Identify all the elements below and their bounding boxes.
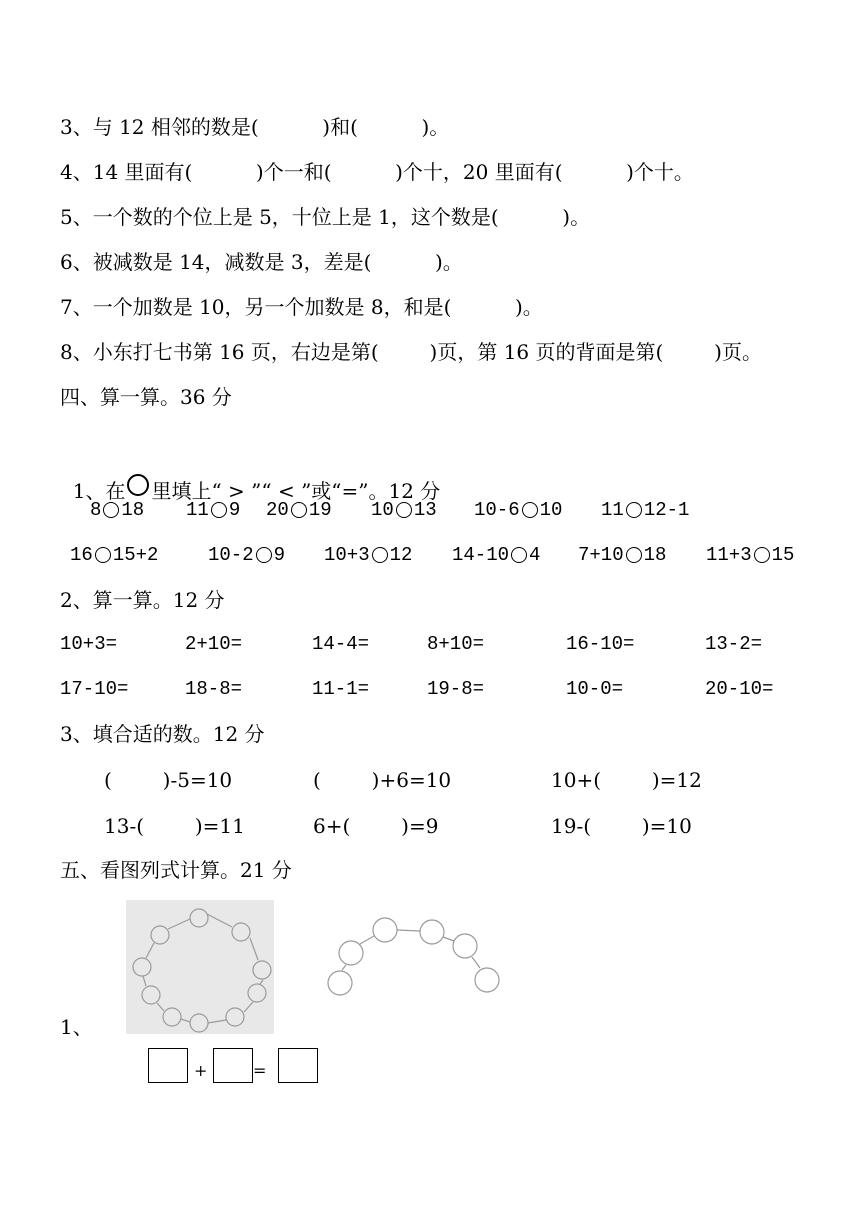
compare-right: 4 bbox=[529, 544, 541, 566]
calc-1-1: 10+3= bbox=[60, 633, 118, 655]
calc-1-2: 2+10= bbox=[185, 633, 243, 655]
fill-2-3: 19-( )=10 bbox=[551, 814, 692, 838]
compare-right: 13 bbox=[413, 499, 437, 521]
ring-of-circles-picture bbox=[126, 900, 274, 1034]
compare-circle-icon[interactable] bbox=[754, 547, 770, 563]
compare-right: 18 bbox=[643, 544, 667, 566]
compare-right: 15+2 bbox=[112, 544, 159, 566]
compare-left: 10-6 bbox=[474, 499, 520, 521]
arc-circle bbox=[328, 971, 352, 995]
fill-2-2: 6+( )=9 bbox=[313, 814, 439, 838]
fill-1-2: ( )+6=10 bbox=[313, 768, 452, 792]
item-5: 5、一个数的个位上是 5，十位上是 1，这个数是( )。 bbox=[60, 205, 591, 229]
compare-left: 8 bbox=[90, 499, 102, 521]
compare-circle-icon[interactable] bbox=[291, 502, 307, 518]
item-3: 3、与 12 相邻的数是( )和( )。 bbox=[60, 115, 450, 139]
compare-left: 10 bbox=[371, 499, 394, 521]
calc-2-4: 19-8= bbox=[427, 678, 485, 700]
compare-left: 7+10 bbox=[578, 544, 624, 566]
compare-circle-icon[interactable] bbox=[95, 547, 111, 563]
compare-item bbox=[474, 498, 562, 522]
compare-left: 20 bbox=[266, 499, 289, 521]
compare-circle-icon[interactable] bbox=[103, 502, 119, 518]
compare-item bbox=[371, 498, 437, 522]
compare-item bbox=[208, 543, 285, 567]
fill-1-3: 10+( )=12 bbox=[551, 768, 702, 792]
compare-left: 10-2 bbox=[208, 544, 254, 566]
answer-box-1[interactable] bbox=[148, 1048, 188, 1083]
arc-circle bbox=[475, 968, 499, 992]
compare-right: 9 bbox=[228, 499, 241, 521]
calc-1-3: 14-4= bbox=[312, 633, 370, 655]
calc-1-5: 16-10= bbox=[566, 633, 635, 655]
calc-2-6: 20-10= bbox=[705, 678, 774, 700]
compare-right: 19 bbox=[308, 499, 332, 521]
q2-title: 2、算一算。12 分 bbox=[60, 588, 225, 612]
q1-title bbox=[60, 450, 440, 503]
fill-1-1: ( )-5=10 bbox=[104, 768, 233, 792]
answer-box-3[interactable] bbox=[278, 1048, 318, 1083]
section-5-title: 五、看图列式计算。21 分 bbox=[60, 858, 292, 882]
arc-circle bbox=[339, 941, 363, 965]
compare-circle-icon[interactable] bbox=[396, 502, 412, 518]
compare-left: 14-10 bbox=[452, 544, 510, 566]
item-8: 8、小东打七书第 16 页，右边是第( )页，第 16 页的背面是第( )页。 bbox=[60, 340, 762, 364]
compare-right: 10 bbox=[539, 499, 563, 521]
compare-right: 12-1 bbox=[643, 499, 690, 521]
compare-right: 15 bbox=[771, 544, 795, 566]
compare-left: 16 bbox=[70, 544, 93, 566]
item-7: 7、一个加数是 10，另一个加数是 8，和是( )。 bbox=[60, 295, 543, 319]
q3-title: 3、填合适的数。12 分 bbox=[60, 722, 265, 746]
answer-box-2[interactable] bbox=[213, 1048, 253, 1083]
compare-right: 12 bbox=[389, 544, 413, 566]
compare-item bbox=[186, 498, 240, 522]
compare-item bbox=[70, 543, 158, 567]
q1-suffix: 里填上“ > ”“ < ”或“=”。12 分 bbox=[151, 479, 441, 503]
calc-2-5: 10-0= bbox=[566, 678, 624, 700]
compare-left: 11 bbox=[186, 499, 209, 521]
fill-2-1: 13-( )=11 bbox=[104, 814, 245, 838]
compare-circle-icon[interactable] bbox=[211, 502, 227, 518]
circle-icon bbox=[127, 474, 149, 496]
compare-circle-icon[interactable] bbox=[372, 547, 388, 563]
compare-left: 11+3 bbox=[706, 544, 752, 566]
q5-1-label: 1、 bbox=[60, 1015, 93, 1039]
calc-2-3: 11-1= bbox=[312, 678, 370, 700]
compare-circle-icon[interactable] bbox=[511, 547, 527, 563]
item-4: 4、14 里面有( )个一和( )个十，20 里面有( )个十。 bbox=[60, 160, 694, 184]
compare-circle-icon[interactable] bbox=[626, 547, 642, 563]
compare-item bbox=[706, 543, 794, 567]
calc-1-4: 8+10= bbox=[427, 633, 485, 655]
compare-circle-icon[interactable] bbox=[522, 502, 538, 518]
arc-circle bbox=[373, 918, 397, 942]
compare-item bbox=[578, 543, 666, 567]
compare-circle-icon[interactable] bbox=[626, 502, 642, 518]
calc-2-2: 18-8= bbox=[185, 678, 243, 700]
calc-1-6: 13-2= bbox=[705, 633, 763, 655]
arc-circle bbox=[453, 934, 477, 958]
compare-item bbox=[90, 498, 144, 522]
calc-2-1: 17-10= bbox=[60, 678, 129, 700]
compare-item bbox=[324, 543, 412, 567]
compare-item bbox=[452, 543, 540, 567]
compare-item bbox=[601, 498, 689, 522]
compare-circle-icon[interactable] bbox=[256, 547, 272, 563]
equals-sign: = bbox=[253, 1061, 267, 1080]
compare-left: 11 bbox=[601, 499, 624, 521]
compare-item bbox=[266, 498, 332, 522]
compare-left: 10+3 bbox=[324, 544, 370, 566]
plus-sign: + bbox=[194, 1061, 208, 1080]
compare-right: 9 bbox=[273, 544, 286, 566]
compare-right: 18 bbox=[121, 499, 145, 521]
q1-prefix: 1、在 bbox=[72, 479, 126, 503]
item-6: 6、被减数是 14，减数是 3，差是( )。 bbox=[60, 250, 463, 274]
section-4-title: 四、算一算。36 分 bbox=[60, 385, 232, 409]
arc-circle bbox=[420, 920, 444, 944]
